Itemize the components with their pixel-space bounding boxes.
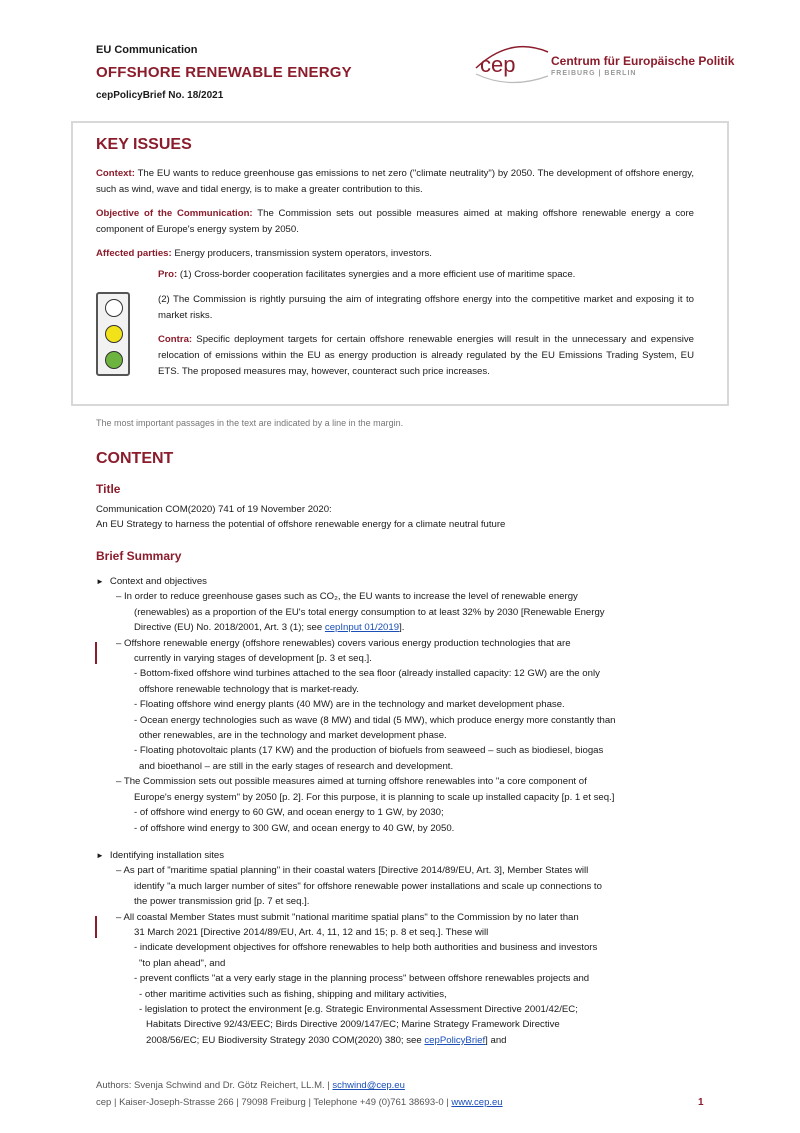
cep-policy-brief-link[interactable]: cepPolicyBrief	[424, 1034, 486, 1046]
list-item: the power transmission grid [p. 7 et seq.].	[134, 896, 310, 908]
list-item: Europe's energy system" by 2050 [p. 2]. For this purpose, it is planning to scale up installed capacity [p. 1 et seq.]	[134, 791, 615, 803]
policy-brief-number: cepPolicyBrief No. 18/2021	[96, 90, 224, 101]
light-yellow-icon	[105, 325, 123, 343]
pro-1-paragraph	[158, 267, 694, 283]
author-email-link[interactable]: schwind@cep.eu	[332, 1080, 405, 1091]
list-item: "to plan ahead", and	[139, 957, 226, 969]
list-item: and bioethanol – are still in the early stages of research and development.	[139, 760, 454, 772]
margin-note: The most important passages in the text are indicated by a line in the margin.	[96, 418, 404, 428]
bullet-triangle-icon: ►	[96, 851, 104, 860]
list-item: – Offshore renewable energy (offshore renewables) covers various energy production technologies that are	[116, 637, 571, 649]
logo-name: Centrum für Europäische Politik	[551, 54, 735, 68]
list-item: - prevent conflicts "at a very early stage in the planning process" between offshore renewables projects and	[134, 973, 590, 985]
list-item: identify "a much larger number of sites" for offshore renewable power installations and scale up connections to	[134, 880, 602, 892]
affected-parties-paragraph	[96, 246, 694, 262]
list-item: – All coastal Member States must submit "national maritime spatial plans" to the Commission by no later than	[116, 911, 579, 923]
summary-section-context	[96, 574, 716, 836]
cepinput-link[interactable]: cepInput 01/2019	[324, 622, 400, 634]
objective-label: Objective of the Communication:	[96, 208, 253, 219]
contra-label: Contra:	[158, 334, 193, 345]
list-item: 31 March 2021 [Directive 2014/89/EU, Art. 4, 11, 12 and 15; p. 8 et seq.]. These will	[134, 927, 489, 939]
pro-label: Pro:	[158, 269, 178, 280]
content-heading: CONTENT	[96, 450, 174, 467]
list-item: – The Commission sets out possible measures aimed at turning offshore renewables into "a core component of	[116, 776, 587, 788]
list-item: Directive (EU) No. 2018/2001, Art. 3 (1); see cepInput 01/2019].	[134, 622, 405, 634]
contra-text: Specific deployment targets for certain offshore renewable energies will result in the unnecessary and expensive relocation of emissions within the EU as energy production is already regulated by the EU Emissions Trading System, EU ETS. The proposed measures may, however, counteract such price increases.	[158, 334, 695, 377]
context-label: Context:	[96, 168, 135, 179]
title-block	[96, 502, 716, 533]
brief-summary-heading: Brief Summary	[96, 549, 182, 563]
section-heading-context: ► Context and objectives	[96, 576, 207, 587]
objective-paragraph	[96, 206, 694, 238]
list-item: – As part of "maritime spatial planning" in their coastal waters [Directive 2014/89/EU, Art. 3], Member States will	[116, 865, 589, 877]
list-item: 2008/56/EC; EU Biodiversity Strategy 2030 COM(2020) 380; see cepPolicyBrief] and	[146, 1034, 507, 1046]
list-item: Habitats Directive 92/43/EEC; Birds Directive 2009/147/EC; Marine Strategy Framework Directive	[146, 1019, 560, 1031]
document-title: OFFSHORE RENEWABLE ENERGY	[96, 64, 352, 81]
logo-subtitle: FREIBURG | BERLIN	[551, 70, 637, 77]
light-green-icon	[105, 351, 123, 369]
list-item: - other maritime activities such as fishing, shipping and military activities,	[139, 988, 447, 1000]
list-item: - of offshore wind energy to 300 GW, and ocean energy to 40 GW, by 2050.	[134, 822, 455, 834]
logo-mark: cep	[480, 52, 516, 77]
list-item: - Ocean energy technologies such as wave (8 MW) and tidal (5 MW), which produce energy more constantly than	[134, 714, 616, 726]
bullet-triangle-icon: ►	[96, 577, 104, 586]
footer-address: cep | Kaiser-Joseph-Strasse 266 | 79098 Freiburg | Telephone +49 (0)761 38693-0 | www.cep.eu	[96, 1097, 503, 1108]
objective-text: The Commission sets out possible measures aimed at making offshore renewable energy a core component of Europe's energy system by 2050.	[96, 208, 694, 235]
title-line: An EU Strategy to harness the potential of offshore renewable energy for a climate neutral future	[96, 519, 506, 531]
title-line: Communication COM(2020) 741 of 19 November 2020:	[96, 504, 332, 515]
list-item: - Floating photovoltaic plants (17 KW) and the production of biofuels from seaweed – such as biodiesel, biogas	[134, 745, 604, 757]
summary-section-sites	[96, 848, 716, 1048]
list-item: - Floating offshore wind energy plants (40 MW) are in the technology and market development phase.	[134, 699, 565, 711]
list-item: - indicate development objectives for offshore renewables to help both authorities and business and investors	[134, 942, 598, 954]
light-off-icon	[105, 299, 123, 317]
section-heading-sites: ► Identifying installation sites	[96, 850, 225, 861]
list-item: currently in varying stages of development [p. 3 et seq.].	[134, 653, 372, 665]
title-heading: Title	[96, 482, 121, 496]
context-text: The EU wants to reduce greenhouse gas emissions to net zero ("climate neutrality") by 2050. The development of offshore energy, such as wind, wave and tidal energy, is to make a greater contribution to this.	[96, 168, 694, 195]
list-item: other renewables, are in the technology and market development phase.	[139, 730, 447, 742]
key-issues-heading: KEY ISSUES	[96, 136, 192, 153]
traffic-light-icon	[96, 292, 130, 376]
list-item: - legislation to protect the environment [e.g. Strategic Environmental Assessment Directive 2001/42/EC;	[139, 1004, 578, 1016]
affected-parties-label: Affected parties:	[96, 248, 172, 259]
context-paragraph	[96, 166, 694, 198]
list-item: - of offshore wind energy to 60 GW, and ocean energy to 1 GW, by 2030;	[134, 807, 444, 819]
affected-parties-text: Energy producers, transmission system operators, investors.	[174, 248, 432, 259]
pro-2-text: (2) The Commission is rightly pursuing the aim of integrating offshore energy into the competitive market and exposing it to market risks.	[158, 294, 694, 321]
list-item: - Bottom-fixed offshore wind turbines attached to the sea floor (already installed capacity: 12 GW) are the only	[134, 668, 600, 680]
website-link[interactable]: www.cep.eu	[451, 1097, 503, 1108]
list-item: – In order to reduce greenhouse gases such as CO₂, the EU wants to increase the level of renewable energy	[116, 591, 578, 603]
contra-paragraph	[158, 332, 694, 380]
page-number: 1	[698, 1097, 704, 1108]
list-item: (renewables) as a proportion of the EU's total energy consumption to at least 32% by 2030 [Renewable Energy	[134, 606, 605, 618]
pro-2-paragraph	[158, 292, 694, 324]
pro-1-text: (1) Cross-border cooperation facilitates synergies and a more efficient use of maritime space.	[179, 269, 576, 280]
footer-authors: Authors: Svenja Schwind and Dr. Götz Reichert, LL.M. | schwind@cep.eu	[96, 1080, 405, 1091]
list-item: offshore renewable technology that is market-ready.	[139, 683, 359, 695]
document-type-label: EU Communication	[96, 44, 198, 56]
